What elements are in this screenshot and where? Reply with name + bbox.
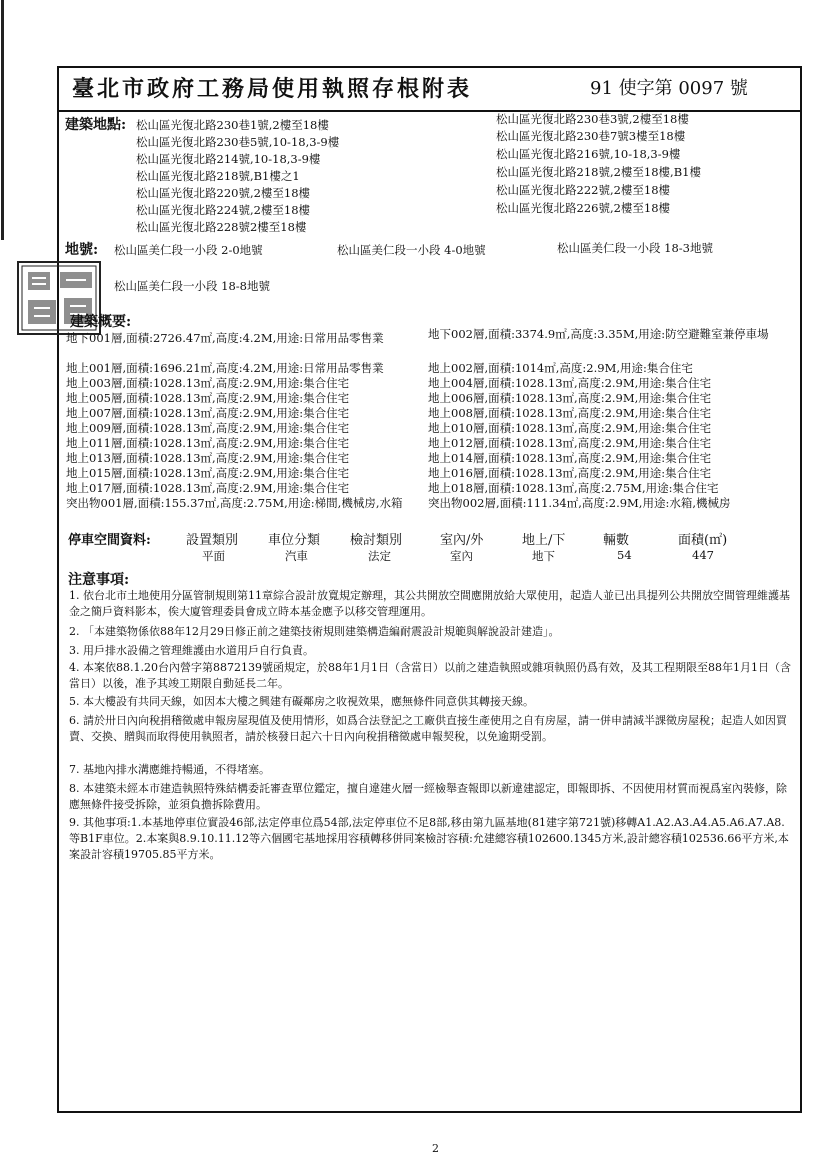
binding-mark	[0, 0, 10, 240]
note-item: 5. 本大樓設有共同天線，如因本大樓之興建有礙鄰房之收視效果，應無條件同意供其轉接天線。	[69, 695, 534, 708]
parking-label: 停車空間資料:	[68, 533, 151, 548]
site-address: 松山區光復北路226號,2樓至18樓	[496, 201, 671, 215]
floor-entry: 地上002層,面積:1014㎡,高度:2.9M,用途:集合住宅	[428, 361, 693, 375]
note-item: 2. 「本建築物係依88年12月29日修正前之建築技術規則建築構造編耐震設計規範與解說設計建造」。	[69, 625, 560, 638]
header-divider	[57, 110, 802, 112]
site-address: 松山區光復北路224號,2樓至18樓	[136, 203, 311, 217]
site-address: 松山區光復北路230巷5號,10-18,3-9樓	[136, 135, 340, 149]
floor-entry: 地上018層,面積:1028.13㎡,高度:2.75M,用途:集合住宅	[428, 481, 719, 495]
parking-value: 汽車	[285, 549, 308, 563]
floor-entry: 地下002層,面積:3374.9㎡,高度:3.35M,用途:防空避難室兼停車場	[428, 327, 769, 341]
floor-entry: 地上010層,面積:1028.13㎡,高度:2.9M,用途:集合住宅	[428, 421, 712, 435]
floor-entry: 地上001層,面積:1696.21㎡,高度:4.2M,用途:日常用品零售業	[66, 361, 384, 375]
site-address: 松山區光復北路228號2樓至18樓	[136, 220, 307, 234]
floor-entry: 地上004層,面積:1028.13㎡,高度:2.9M,用途:集合住宅	[428, 376, 712, 390]
site-address: 松山區光復北路214號,10-18,3-9樓	[136, 152, 321, 166]
parking-value: 54	[617, 548, 632, 562]
floor-entry: 地上009層,面積:1028.13㎡,高度:2.9M,用途:集合住宅	[66, 421, 350, 435]
site-address: 松山區光復北路222號,2樓至18樓	[496, 183, 671, 197]
parking-value: 法定	[368, 549, 391, 563]
page-title: 臺北市政府工務局使用執照存根附表	[72, 76, 473, 102]
note-item: 9. 其他事項:1.本基地停車位實設46部,法定停車位爲54部,法定停車位不足8部,移由第九區基地(81建字第721號)移轉A1.A2.A3.A4.A5.A6.A7.A8.等B1F車位。2.本案與8.9.10.11.12等六個國宅基地採用容積轉移併同案檢討容積:允建總容積102600.1345方米,設計總容積102536.66平方米,本案設計容積19705.85平方米。	[69, 816, 789, 861]
parking-header: 設置類別	[186, 533, 239, 548]
parking-value: 447	[692, 548, 714, 562]
note-item: 3. 用戶排水設備之管理維護由水道用戶自行負責。	[69, 644, 314, 657]
parking-header: 室內/外	[440, 533, 484, 548]
page-number: 2	[432, 1142, 439, 1155]
lot-number: 松山區美仁段一小段 4-0地號	[337, 243, 486, 257]
parking-value: 室內	[450, 549, 473, 563]
floor-entry: 地上013層,面積:1028.13㎡,高度:2.9M,用途:集合住宅	[66, 451, 350, 465]
lot-number: 松山區美仁段一小段 2-0地號	[114, 243, 263, 257]
parking-value: 地下	[532, 549, 555, 563]
floor-entry: 地上012層,面積:1028.13㎡,高度:2.9M,用途:集合住宅	[428, 436, 712, 450]
lot-label: 地號:	[65, 242, 99, 258]
permit-number: 91 使字第 0097 號	[590, 78, 748, 99]
site-label: 建築地點:	[65, 117, 127, 133]
site-address: 松山區光復北路230巷7號3樓至18樓	[496, 129, 686, 143]
floor-entry: 地上011層,面積:1028.13㎡,高度:2.9M,用途:集合住宅	[66, 436, 350, 450]
floor-entry: 地上006層,面積:1028.13㎡,高度:2.9M,用途:集合住宅	[428, 391, 712, 405]
floor-entry: 地下001層,面積:2726.47㎡,高度:4.2M,用途:日常用品零售業	[66, 331, 384, 345]
lot-number: 松山區美仁段一小段 18-3地號	[557, 241, 713, 255]
note-item: 8. 本建築未經本市建造執照特殊結構委託審查單位鑑定，擅自違建火層一經檢舉查報即以新違建認定，即報即拆、不因使用材質而視爲室內裝修，除應無條件接受拆除，並須負擔拆除費用。	[69, 782, 787, 811]
parking-header: 車位分類	[268, 533, 321, 548]
lot-number: 松山區美仁段一小段 18-8地號	[114, 279, 270, 293]
site-address: 松山區光復北路216號,10-18,3-9樓	[496, 147, 681, 161]
site-address: 松山區光復北路218號,B1樓之1	[136, 169, 300, 183]
floor-entry: 地上008層,面積:1028.13㎡,高度:2.9M,用途:集合住宅	[428, 406, 712, 420]
floor-entry: 突出物001層,面積:155.37㎡,高度:2.75M,用途:梯間,機械房,水箱	[66, 496, 403, 510]
site-address: 松山區光復北路220號,2樓至18樓	[136, 186, 311, 200]
parking-value: 平面	[202, 549, 225, 563]
floor-entry: 地上016層,面積:1028.13㎡,高度:2.9M,用途:集合住宅	[428, 466, 712, 480]
floor-entry: 地上005層,面積:1028.13㎡,高度:2.9M,用途:集合住宅	[66, 391, 350, 405]
floor-entry: 地上014層,面積:1028.13㎡,高度:2.9M,用途:集合住宅	[428, 451, 712, 465]
parking-header: 面積(㎡)	[678, 533, 728, 548]
floor-entry: 突出物002層,面積:111.34㎡,高度:2.9M,用途:水箱,機械房	[428, 496, 731, 510]
note-item: 7. 基地內排水溝應維持暢通，不得堵塞。	[69, 763, 270, 776]
parking-header: 輛數	[603, 533, 630, 548]
site-address: 松山區光復北路218號,2樓至18樓,B1樓	[496, 165, 701, 179]
note-item: 4. 本案依88.1.20台內營字第8872139號函規定，於88年1月1日（含當日）以前之建造執照或雜項執照仍爲有效，及其工程期限至88年1月1日（含當日）以後，准予其竣工期限自動延長二年。	[69, 661, 791, 690]
notes-label: 注意事項:	[68, 572, 130, 588]
note-item: 6. 請於卅日內向稅捐稽徵處申報房屋現值及使用情形，如爲合法登記之工廠供直接生產使用之自有房屋，請一併申請減半課徵房屋稅；起造人如因買賣、交換、贈與而取得使用執照者，請於核發日起六十日內向稅捐稽徵處申報契稅，以免逾期受罰。	[69, 714, 787, 743]
site-address: 松山區光復北路230巷1號,2樓至18樓	[136, 118, 329, 132]
floor-entry: 地上017層,面積:1028.13㎡,高度:2.9M,用途:集合住宅	[66, 481, 350, 495]
parking-header: 地上/下	[522, 533, 566, 548]
site-address: 松山區光復北路230巷3號,2樓至18樓	[496, 112, 689, 126]
parking-header: 檢討類別	[350, 533, 403, 548]
overview-label: 建築概要:	[70, 314, 132, 330]
note-item: 1. 依台北市土地使用分區管制規則第11章綜合設計放寬規定辦理，其公共開放空間應開放給大眾使用，起造人並已出具提列公共開放空間管理維護基金之簡戶資料影本，俟大廈管理委員會成立時本基金應予以移交管理運用。	[69, 589, 790, 618]
floor-entry: 地上015層,面積:1028.13㎡,高度:2.9M,用途:集合住宅	[66, 466, 350, 480]
floor-entry: 地上007層,面積:1028.13㎡,高度:2.9M,用途:集合住宅	[66, 406, 350, 420]
floor-entry: 地上003層,面積:1028.13㎡,高度:2.9M,用途:集合住宅	[66, 376, 350, 390]
